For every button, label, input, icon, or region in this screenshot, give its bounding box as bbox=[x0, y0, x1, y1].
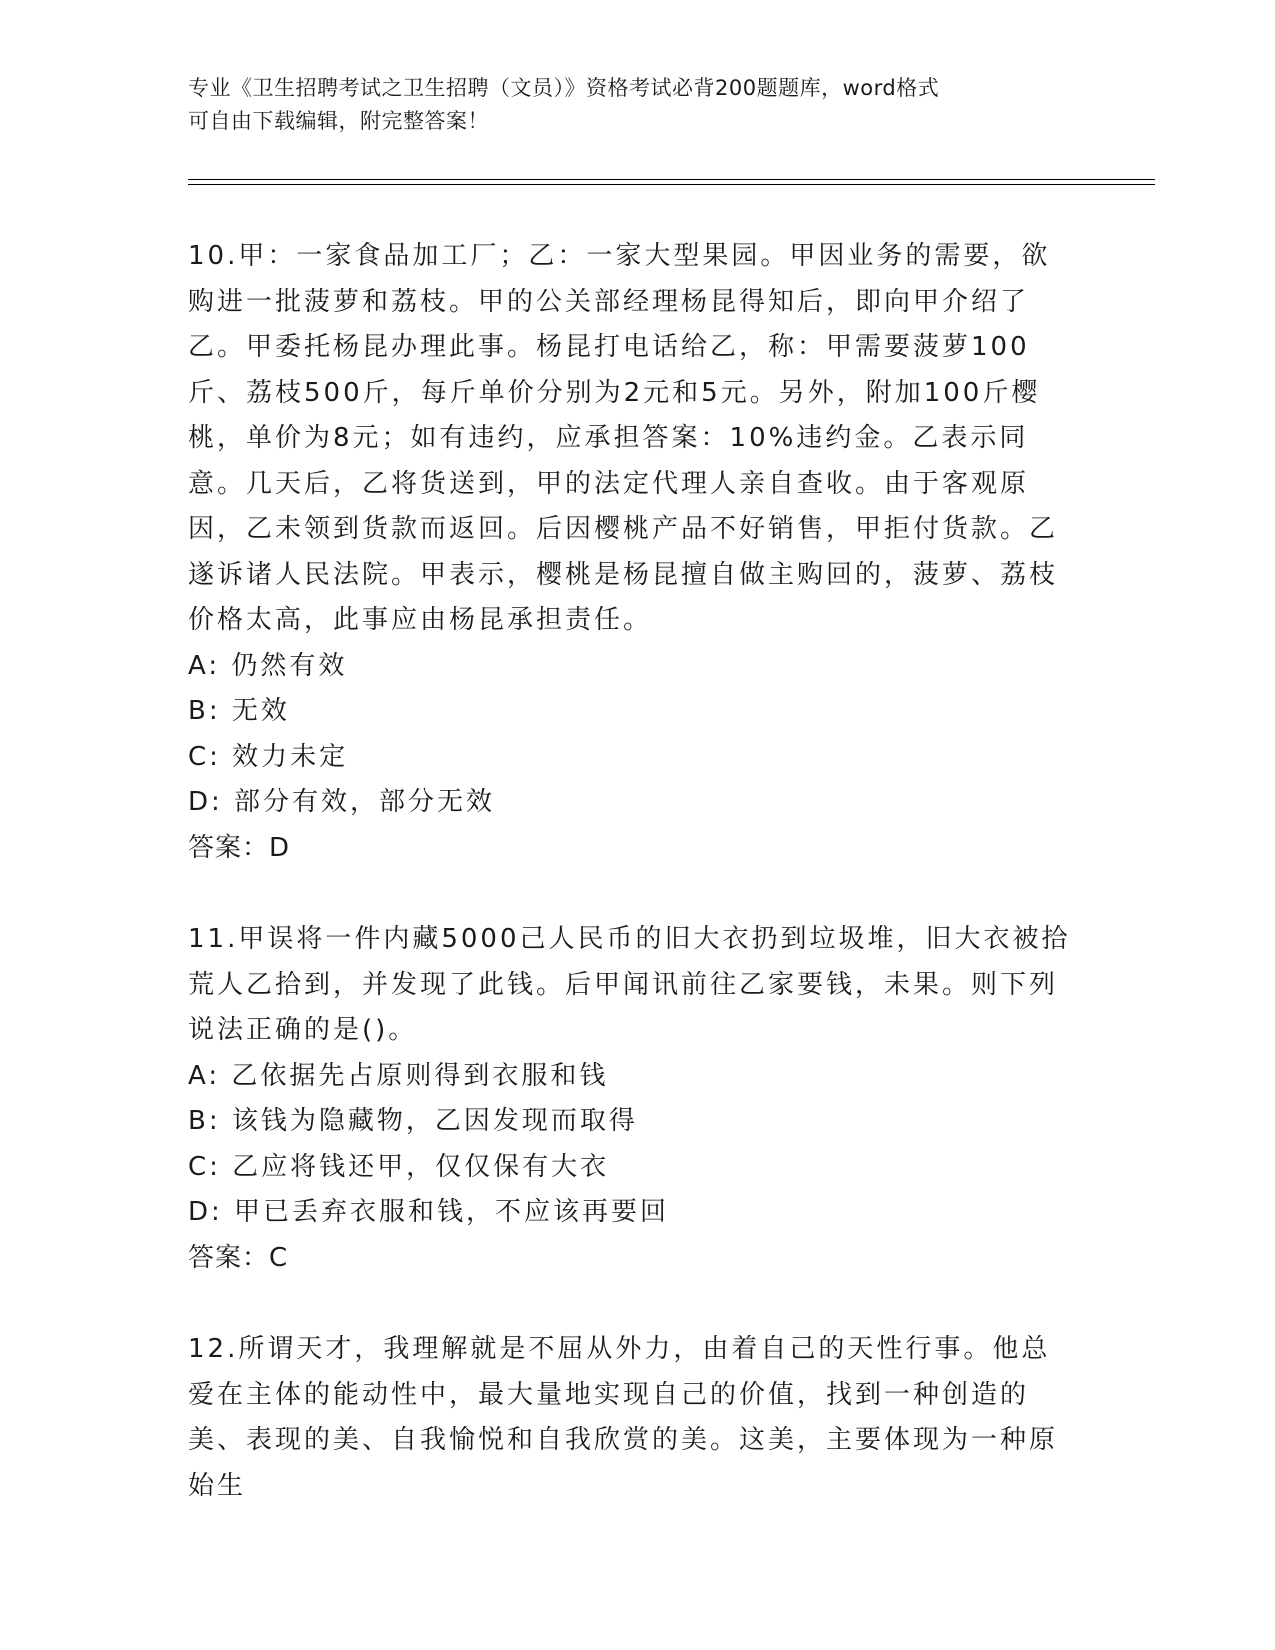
option-b: B: 该钱为隐藏物，乙因发现而取得 bbox=[188, 1106, 638, 1136]
option-d: D: 甲已丢弃衣服和钱，不应该再要回 bbox=[188, 1197, 670, 1227]
document-header bbox=[188, 72, 1088, 138]
answer-line: 答案：C bbox=[188, 1242, 289, 1273]
option-d: D: 部分有效，部分无效 bbox=[188, 787, 496, 817]
question-11 bbox=[188, 917, 1073, 1281]
header-line-1: 专业《卫生招聘考试之卫生招聘（文员）》资格考试必背200题题库，word格式 bbox=[188, 76, 940, 100]
question-stem: 11.甲误将一件内藏5000己人民币的旧大衣扔到垃圾堆，旧大衣被拾荒人乙拾到，并发现了此钱。后甲闻讯前往乙家要钱，未果。则下列说法正确的是()。 bbox=[188, 924, 1071, 1045]
option-c: C: 效力未定 bbox=[188, 741, 349, 772]
header-divider-top bbox=[188, 179, 1155, 180]
question-spacer bbox=[188, 1281, 1073, 1327]
question-12 bbox=[188, 1327, 1073, 1509]
question-10 bbox=[188, 234, 1073, 871]
header-line-2: 可自由下载编辑，附完整答案！ bbox=[188, 109, 489, 133]
option-c: C: 乙应将钱还甲，仅仅保有大衣 bbox=[188, 1151, 610, 1182]
header-divider-bottom bbox=[188, 184, 1155, 185]
question-stem: 10.甲：一家食品加工厂；乙：一家大型果园。甲因业务的需要，欲购进一批菠萝和荔枝。甲的公关部经理杨昆得知后，即向甲介绍了乙。甲委托杨昆办理此事。杨昆打电话给乙，称：甲需要菠萝100斤、荔枝500斤，每斤单价分别为2元和5元。另外，附加100斤樱桃，单价为8元；如有违约，应承担答案：10%违约金。乙表示同意。几天后，乙将货送到，甲的法定代理人亲自查收。由于客观原因，乙未领到货款而返回。后因樱桃产品不好销售，甲拒付货款。乙遂诉诸人民法院。甲表示，樱桃是杨昆擅自做主购回的，菠萝、荔枝价格太高，此事应由杨昆承担责任。 bbox=[188, 241, 1059, 635]
question-list bbox=[188, 234, 1073, 1509]
option-b: B: 无效 bbox=[188, 696, 290, 726]
answer-line: 答案：D bbox=[188, 832, 291, 863]
option-a: A: 乙依据先占原则得到衣服和钱 bbox=[188, 1060, 609, 1091]
question-stem: 12.所谓天才，我理解就是不屈从外力，由着自己的天性行事。他总爱在主体的能动性中，最大量地实现自己的价值，找到一种创造的美、表现的美、自我愉悦和自我欣赏的美。这美，主要体现为一种原始生 bbox=[188, 1334, 1059, 1501]
question-spacer bbox=[188, 871, 1073, 917]
option-a: A: 仍然有效 bbox=[188, 650, 348, 681]
